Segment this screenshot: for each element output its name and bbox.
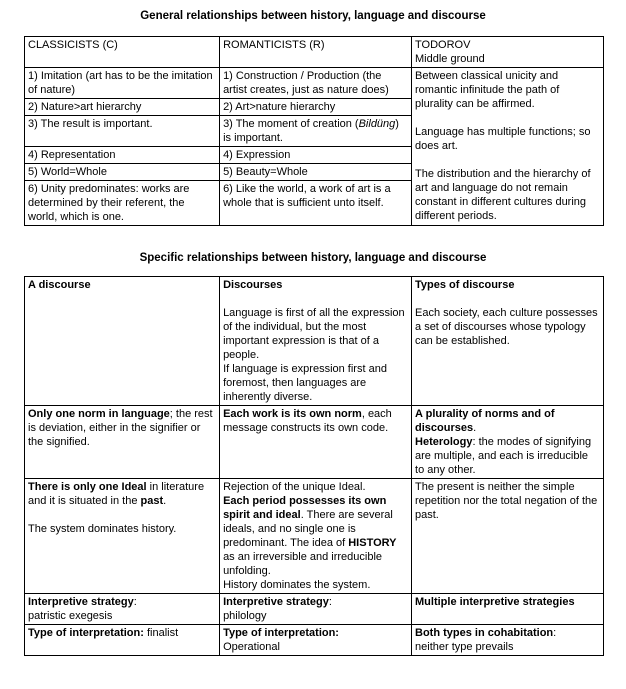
bold-text: Type of interpretation:	[28, 627, 144, 639]
bold-text: A plurality of norms and of discourses	[415, 408, 555, 434]
romanticist-cell: 2) Art>nature hierarchy	[220, 99, 412, 116]
cell-text: Language is first of all the expression of the individual, but the most important expression is that of a people.	[223, 307, 405, 361]
types-cell	[412, 406, 604, 479]
cell-text: Each society, each culture possesses a set of discourses whose typology can be established.	[415, 307, 598, 347]
table2-title: Specific relationships between history, language and discourse	[139, 252, 487, 264]
bold-text: Interpretive strategy	[28, 596, 134, 608]
romanticist-cell: 5) Beauty=Whole	[220, 164, 412, 181]
header-todorov	[412, 37, 604, 68]
discourses-cell	[220, 406, 412, 479]
text: The system dominates history.	[28, 523, 177, 535]
classicist-cell: 4) Representation	[25, 147, 220, 164]
discourses-cell	[220, 625, 412, 656]
text: .	[473, 422, 477, 434]
table-row	[25, 594, 604, 625]
bold-text: Each period possesses its own spirit and ideal	[223, 495, 387, 521]
emphasis-text: Bildüng	[358, 118, 396, 130]
text: .	[163, 495, 167, 507]
bold-text: HISTORY	[348, 537, 397, 549]
header-label: Discourses	[223, 279, 283, 291]
classicist-cell: 6) Unity predominates: works are determined by their referent, the world, which is one.	[25, 181, 220, 226]
text: : the modes of signifying are multiple, and each is irreducible to any other.	[415, 436, 592, 476]
todorov-paragraph: Between classical unicity and romantic infinitude the path of plurality can be affirmed.	[415, 70, 560, 110]
classicist-cell: 3) The result is important.	[25, 116, 220, 147]
romanticist-cell: 4) Expression	[220, 147, 412, 164]
types-cell	[412, 277, 604, 406]
text: Rejection of the unique Ideal.	[223, 481, 366, 493]
header-classicists	[25, 37, 220, 68]
romanticist-cell: 1) Construction / Production (the artist creates, just as nature does)	[220, 68, 412, 99]
classicist-cell: 5) World=Whole	[25, 164, 220, 181]
discourses-cell	[220, 594, 412, 625]
text: as an irreversible and irreducible unfolding.	[223, 551, 383, 577]
todorov-cell	[412, 68, 604, 226]
header-sublabel: Middle ground	[415, 53, 485, 65]
todorov-paragraph: Language has multiple functions; so does art.	[415, 126, 591, 152]
header-romanticists	[220, 37, 412, 68]
bold-text: Heterology	[415, 436, 473, 448]
classicist-cell: 1) Imitation (art has to be the imitation of nature)	[25, 68, 220, 99]
romanticist-cell	[220, 116, 412, 147]
header-label: CLASSICISTS (C)	[28, 39, 118, 51]
table-row	[25, 68, 604, 99]
discourse-cell	[25, 479, 220, 594]
discourse-cell	[25, 406, 220, 479]
header-label: A discourse	[28, 279, 91, 291]
bold-text: Only one norm in language	[28, 408, 170, 420]
text: . There are several ideals, and no single one is predominant. The idea of	[223, 509, 393, 549]
bold-text: Interpretive strategy	[223, 596, 329, 608]
discourse-cell	[25, 277, 220, 406]
classicist-cell: 2) Nature>art hierarchy	[25, 99, 220, 116]
types-cell	[412, 594, 604, 625]
specific-relationships-table	[24, 276, 604, 656]
todorov-paragraph: The distribution and the hierarchy of art and language do not remain constant in different cultures during different periods.	[415, 168, 591, 222]
text: , each message constructs its own code.	[223, 408, 392, 434]
discourses-cell	[220, 277, 412, 406]
text: ; the rest is deviation, either in the signifier or the signified.	[28, 408, 213, 448]
text: 3) The moment of creation (	[223, 118, 359, 130]
header-label: Types of discourse	[415, 279, 515, 291]
text: :	[133, 596, 137, 608]
table-header-row	[25, 37, 604, 68]
romanticist-cell: 6) Like the world, a work of art is a whole that is sufficient unto itself.	[220, 181, 412, 226]
general-relationships-table	[24, 36, 604, 226]
text: The present is neither the simple repetition nor the total negation of the past.	[415, 481, 598, 521]
table1-title: General relationships between history, language and discourse	[140, 10, 486, 22]
text: finalist	[143, 627, 179, 639]
discourses-cell	[220, 479, 412, 594]
types-cell	[412, 479, 604, 594]
table-row	[25, 625, 604, 656]
header-label: TODOROV	[415, 39, 471, 51]
text: patristic exegesis	[28, 610, 113, 622]
text: Operational	[223, 641, 280, 653]
header-label: ROMANTICISTS (R)	[223, 39, 325, 51]
text: philology	[223, 610, 267, 622]
bold-text: Both types in cohabitation	[415, 627, 554, 639]
text: ) is important.	[223, 118, 399, 144]
text: :	[328, 596, 332, 608]
text: in literature and it is situated in the	[28, 481, 205, 507]
bold-text: Type of interpretation:	[223, 627, 339, 639]
text: :	[553, 627, 557, 639]
table-row	[25, 479, 604, 594]
bold-text: There is only one Ideal	[28, 481, 147, 493]
discourse-cell	[25, 594, 220, 625]
types-cell	[412, 625, 604, 656]
table-row	[25, 277, 604, 406]
text: neither type prevails	[415, 641, 514, 653]
table-row	[25, 406, 604, 479]
cell-text: If language is expression first and foremost, then languages are inherently diverse.	[223, 363, 387, 403]
text: History dominates the system.	[223, 579, 371, 591]
discourse-cell	[25, 625, 220, 656]
bold-text: past	[140, 495, 164, 507]
bold-text: Multiple interpretive strategies	[415, 596, 575, 608]
bold-text: Each work is its own norm	[223, 408, 362, 420]
